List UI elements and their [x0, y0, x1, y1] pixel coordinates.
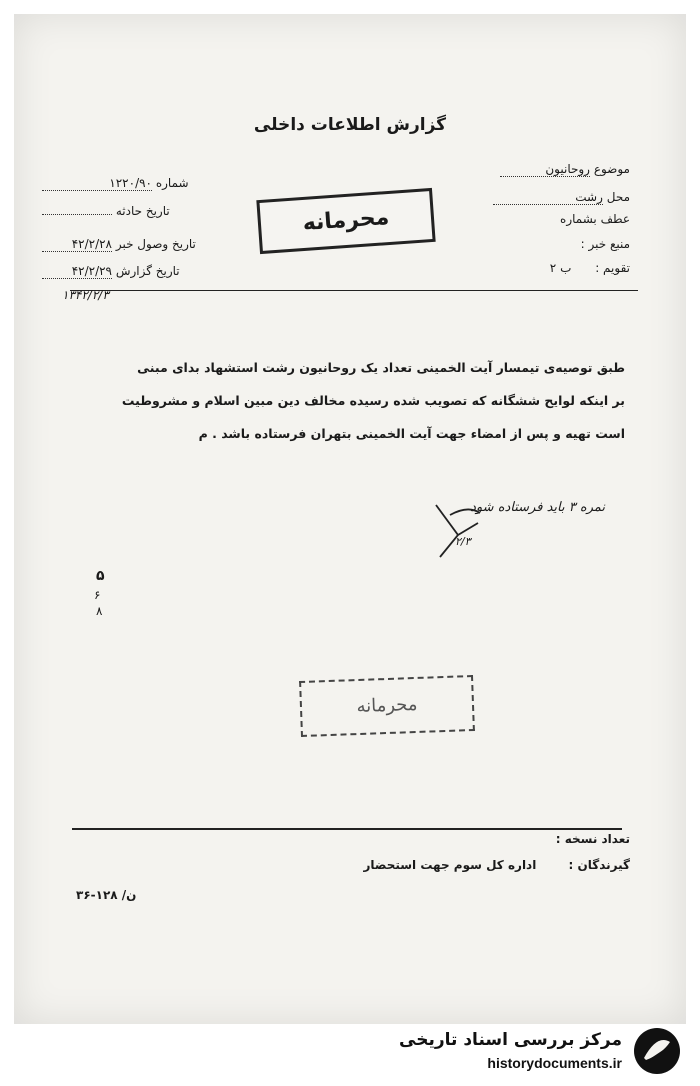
- subject-label: موضوع: [593, 162, 630, 176]
- copies-field: تعداد نسخه :: [555, 832, 630, 846]
- header-divider: [70, 290, 638, 291]
- subject-value: روحانیون: [500, 162, 590, 177]
- recipients-value: اداره کل سوم جهت استحضار: [363, 858, 537, 872]
- received-date-field: [42, 237, 196, 252]
- report-date-field: [42, 264, 180, 279]
- book-leaf-icon: [632, 1024, 682, 1078]
- body-line-3: است تهیه و پس از امضاء جهت آیت الخمینی بتهران فرستاده باشد . م: [198, 426, 625, 441]
- handwritten-initial: ۲/۳: [455, 535, 471, 548]
- place-field: [493, 190, 630, 205]
- handwritten-date: ۱۳۴۲/۲/۳: [62, 288, 109, 302]
- handwritten-note: نمره ۳ باید فرستاده شود: [470, 500, 605, 515]
- side-mark-2: ۶: [94, 588, 101, 602]
- source-label: منبع خبر :: [580, 237, 630, 251]
- recipients-field: [363, 858, 630, 872]
- event-date-field: [42, 204, 170, 218]
- rating-label: تقویم :: [595, 261, 630, 275]
- footer-divider: [72, 828, 622, 830]
- confidential-stamp-top: محرمانه: [256, 188, 435, 254]
- body-line-2: بر اینکه لوایح ششگانه که تصویب شده رسیده مخالف دین مبین اسلام و مشروطیت: [121, 393, 625, 408]
- report-date-label: تاریخ گزارش: [115, 264, 180, 278]
- form-code: ن/ ۱۲۸-۳۶: [76, 888, 137, 902]
- event-date-label: تاریخ حادثه: [115, 204, 170, 218]
- received-date-label: تاریخ وصول خبر: [115, 237, 196, 251]
- subject-field: [500, 162, 630, 177]
- place-label: محل: [606, 190, 630, 204]
- source-field: [581, 237, 630, 251]
- place-value: رشت: [493, 190, 603, 205]
- number-label: شماره: [155, 176, 189, 190]
- body-line-1: طبق توصیه‌ی تیمسار آیت الخمینی تعداد یک روحانیون رشت استشهاد بدای مبنی: [137, 360, 625, 375]
- number-value: ۱۲۲۰/۹۰: [42, 176, 152, 191]
- ref-field: [560, 212, 630, 226]
- recipients-label: گیرندگان :: [568, 858, 630, 872]
- org-name: مرکز بررسی اسناد تاریخی: [399, 1030, 622, 1050]
- org-website[interactable]: historydocuments.ir: [487, 1055, 622, 1071]
- signature-scribble: [428, 495, 488, 565]
- side-mark-1: ۵: [96, 568, 105, 584]
- side-mark-3: ۸: [96, 604, 103, 618]
- rating-field: [550, 261, 630, 275]
- received-date-value: ۴۲/۲/۲۸: [42, 237, 112, 252]
- rating-value: ب ۲: [549, 261, 572, 275]
- ref-label: عطف بشماره: [560, 212, 630, 226]
- report-date-value: ۴۲/۲/۲۹: [42, 264, 112, 279]
- document-title: گزارش اطلاعات داخلی: [253, 115, 447, 135]
- number-field: [42, 176, 189, 191]
- confidential-stamp-bottom: محرمانه: [299, 675, 475, 737]
